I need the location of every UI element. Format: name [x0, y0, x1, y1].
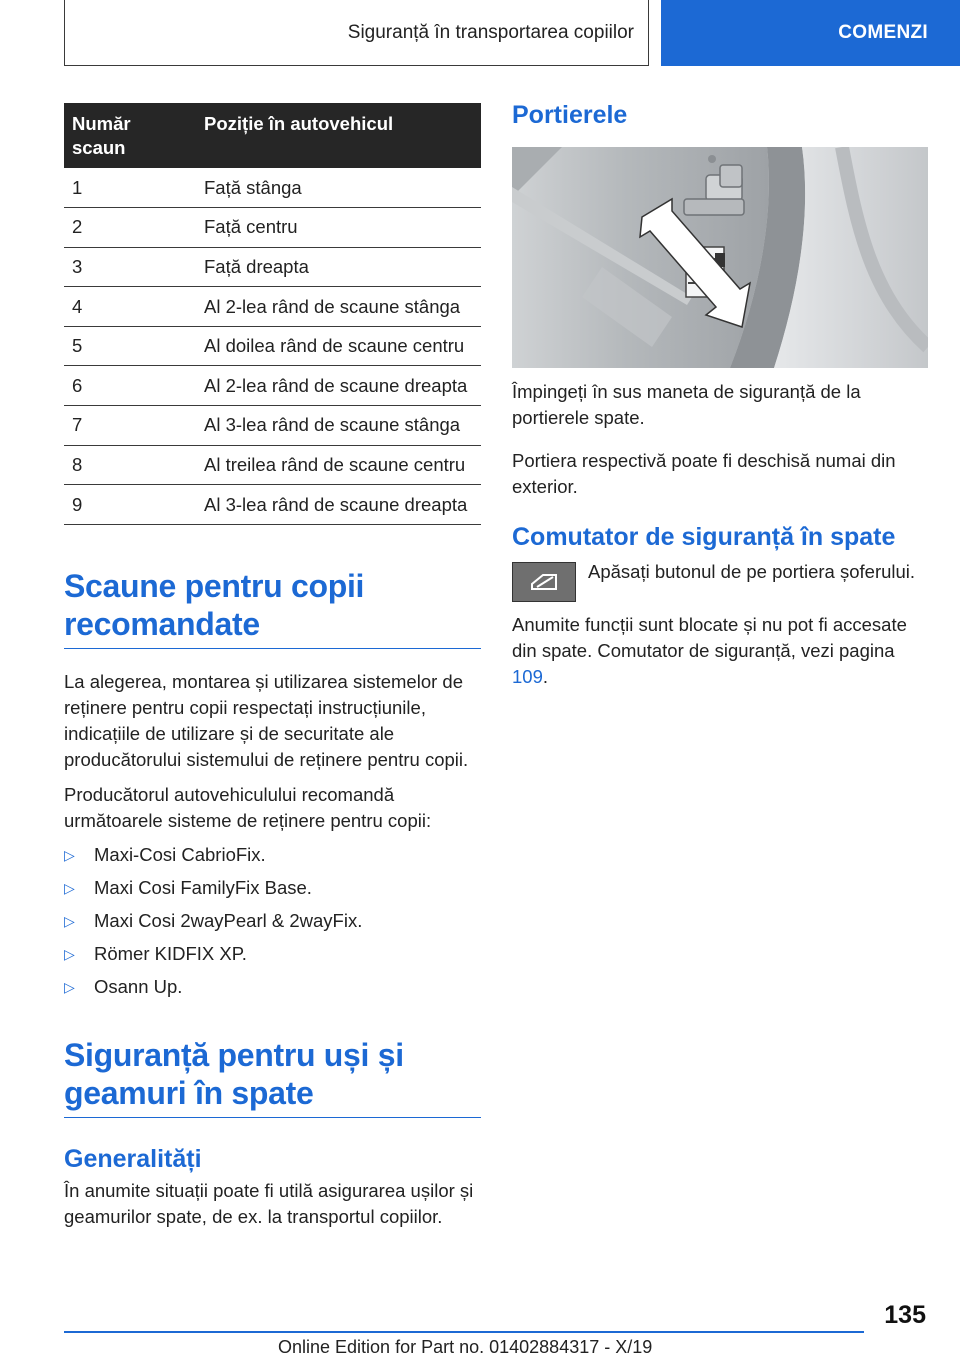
- seat-position: Al 3-lea rând de scaune stânga: [196, 406, 481, 446]
- table-row: [64, 168, 481, 208]
- table-header-row: [64, 103, 481, 168]
- table-row: [64, 287, 481, 327]
- table-row: [64, 208, 481, 248]
- table-row: [64, 485, 481, 525]
- rear-switch-paragraph-text: Anumite funcții sunt blocate și nu pot fi accesate din spate. Comutator de siguranță, vezi pagina: [512, 614, 907, 661]
- list-item: [64, 974, 481, 1000]
- recommended-seats-heading: [64, 567, 481, 649]
- table-row: [64, 326, 481, 366]
- recommended-heading-line2: recomandate: [64, 605, 260, 642]
- seat-number: 4: [64, 287, 196, 327]
- door-window-safety-heading: [64, 1036, 481, 1118]
- table-row: [64, 445, 481, 485]
- list-item-text: Maxi Cosi FamilyFix Base.: [94, 876, 312, 898]
- window-lock-button-icon: [512, 562, 576, 602]
- section-header: [64, 0, 649, 66]
- safety-heading-line1: Siguranță pentru uși și: [64, 1036, 404, 1073]
- recommended-seat-list: [64, 842, 481, 1000]
- page-reference-link[interactable]: 109: [512, 666, 543, 687]
- recommended-heading-line1: Scaune pentru copii: [64, 567, 365, 604]
- right-column: [512, 100, 928, 690]
- seat-position: Față centru: [196, 208, 481, 248]
- general-paragraph: În anumite situații poate fi utilă asigurarea ușilor și geamurilor spate, de ex. la transportul copiilor.: [64, 1179, 474, 1227]
- list-item: [64, 941, 481, 967]
- table-header-seat-number: Număr scaun: [64, 103, 196, 168]
- chapter-tab[interactable]: [661, 0, 960, 66]
- list-item-text: Maxi Cosi 2wayPearl & 2wayFix.: [94, 909, 363, 931]
- recommended-list-intro: Producătorul autovehiculului recomandă următoarele sisteme de reținere pentru copii:: [64, 783, 432, 831]
- seat-number: 7: [64, 406, 196, 446]
- table-row: [64, 247, 481, 287]
- seat-position: Al doilea rând de scaune centru: [196, 326, 481, 366]
- triangle-bullet-icon: ▷: [64, 945, 75, 962]
- seat-number: 5: [64, 326, 196, 366]
- seat-position: Față dreapta: [196, 247, 481, 287]
- list-item: [64, 908, 481, 934]
- page-number: 135: [884, 1301, 926, 1329]
- triangle-bullet-icon: ▷: [64, 912, 75, 929]
- section-title: Siguranță în transportarea copiilor: [347, 21, 634, 43]
- seat-number: 3: [64, 247, 196, 287]
- seat-position-table: [64, 103, 481, 525]
- rear-switch-heading: Comutator de siguranță în spate: [512, 523, 896, 551]
- triangle-bullet-icon: ▷: [64, 846, 75, 863]
- left-column: [64, 103, 481, 1230]
- doors-paragraph-1: Împingeți în sus maneta de siguranță de la portierele spate.: [512, 381, 861, 428]
- seat-number: 1: [64, 168, 196, 208]
- child-lock-door-illustration: [512, 147, 928, 368]
- list-item-text: Römer KIDFIX XP.: [94, 942, 247, 964]
- triangle-bullet-icon: ▷: [64, 879, 75, 896]
- rear-switch-instruction: [512, 562, 928, 602]
- table-header-position: Poziție în autovehicul: [196, 103, 481, 168]
- list-item-text: Osann Up.: [94, 975, 183, 997]
- seat-position: Față stânga: [196, 168, 481, 208]
- list-item: [64, 875, 481, 901]
- list-item: [64, 842, 481, 868]
- seat-number: 2: [64, 208, 196, 248]
- list-item-text: Maxi-Cosi CabrioFix.: [94, 843, 266, 865]
- table-row: [64, 406, 481, 446]
- edition-footer: Online Edition for Part no. 01402884317 - X/19: [278, 1337, 653, 1357]
- table-row: [64, 366, 481, 406]
- doors-heading: Portierele: [512, 101, 628, 129]
- seat-position: Al 2-lea rând de scaune dreapta: [196, 366, 481, 406]
- rear-switch-paragraph: [512, 612, 928, 690]
- general-subheading: Generalități: [64, 1144, 202, 1173]
- seat-position: Al 3-lea rând de scaune dreapta: [196, 485, 481, 525]
- rear-switch-paragraph-end: .: [542, 666, 549, 687]
- triangle-bullet-icon: ▷: [64, 978, 75, 995]
- seat-position: Al treilea rând de scaune centru: [196, 445, 481, 485]
- recommended-intro-paragraph: La alegerea, montarea și utilizarea sistemelor de reținere pentru copii respectați instrucțiunile, indicațiile de utilizare și de securitate ale producătorului sistemului de reținere pentru copii.: [64, 670, 469, 770]
- seat-position: Al 2-lea rând de scaune stânga: [196, 287, 481, 327]
- rear-switch-icon-text: Apăsați butonul de pe portiera șoferului.: [588, 561, 916, 582]
- safety-heading-line2: geamuri în spate: [64, 1074, 314, 1111]
- doors-paragraph-2: Portiera respectivă poate fi deschisă numai din exterior.: [512, 450, 896, 497]
- seat-number: 6: [64, 366, 196, 406]
- footer-divider: [64, 1331, 864, 1333]
- chapter-tab-label: COMENZI: [838, 22, 928, 43]
- seat-number: 9: [64, 485, 196, 525]
- seat-number: 8: [64, 445, 196, 485]
